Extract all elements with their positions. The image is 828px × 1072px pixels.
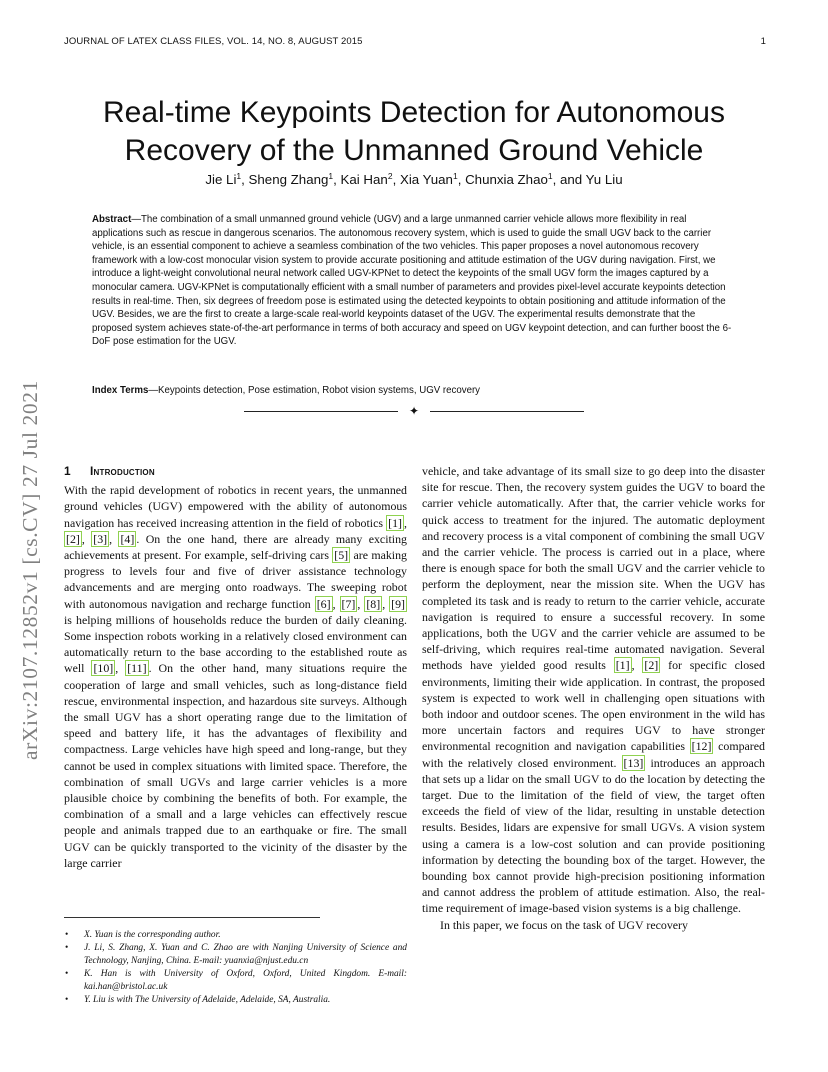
author-name: Yu Liu <box>585 172 623 187</box>
index-terms <box>92 384 736 398</box>
author-affiliation-mark: 1 <box>452 171 458 181</box>
citation-link[interactable]: [3] <box>93 531 108 546</box>
page-number: 1 <box>760 36 766 47</box>
intro-paragraph-2 <box>422 463 765 917</box>
citation-link[interactable]: [9] <box>391 596 405 611</box>
intro-paragraph-1 <box>64 482 407 871</box>
author-name: Kai Han <box>340 172 388 187</box>
section-separator <box>244 404 584 418</box>
author-separator: , <box>457 172 466 187</box>
citation-link[interactable]: [4] <box>120 531 135 546</box>
citation-link[interactable]: [10] <box>93 661 114 676</box>
bullet-icon: • <box>65 930 69 940</box>
footnote-text: X. Yuan is the corresponding author. <box>84 930 221 940</box>
citation-link[interactable]: [2] <box>66 531 80 546</box>
body-text: is helping millions of households reduce the burden of daily cleaning. Some inspection robots working in a relatively closed environment can automatically return to the base according to the established route as well <box>64 612 407 676</box>
author-separator: , <box>241 172 249 187</box>
citation-link[interactable]: [13] <box>623 755 644 770</box>
body-text: compared with the relatively closed environment. <box>422 739 765 770</box>
footnote-item <box>64 929 407 941</box>
footnote-item <box>64 942 407 967</box>
citation-link[interactable]: [11] <box>127 661 147 676</box>
index-terms-text: —Keypoints detection, Pose estimation, Robot vision systems, UGV recovery <box>148 385 481 396</box>
abstract-text: —The combination of a small unmanned ground vehicle (UGV) and a large unmanned carrier vehicle allows more flexibility in real applications such as rescue in dangerous scenarios. The autonomous recovery system, which is used to guide the small UGV back to the carrier vehicle, is an essential component to achieve a seamless combination of the two vehicles. This paper proposes a novel autonomous recovery framework with a low-cost monocular vision system to provide accurate positioning and attitude estimation of the UGV during navigation. First, we introduce a light-weight convolutional neural network called UGV-KPNet to detect the keypoints of the small UGV form the images captured by a monocular camera. UGV-KPNet is computationally efficient with a small number of parameters and provides pixel-level accurate keypoints detection results in real-time. Then, six degrees of freedom pose is estimated using the detected keypoints to obtain positioning and attitude information of the UGV. Besides, we are the first to create a large-scale real-world keypoints dataset of the UGV. The experimental results demonstrate that the proposed system achieves state-of-the-art performance in terms of both accuracy and speed on UGV keypoint detection, and can further boost the 6-DoF pose estimation for the UGV. <box>92 214 732 348</box>
intro-paragraph-3: In this paper, we focus on the task of UGV recovery <box>440 917 688 932</box>
body-text: , <box>81 531 92 546</box>
body-text: introduces an approach that sets up a lidar on the small UGV to do the location by detecting the target. Due to the limitation of the field of view, the target often exceeds the field of view of the lidar, resulting in unstable detection results. Besides, lidars are expensive for small UGVs. A vision system using a camera is a low-cost solution and can provide positioning information by detecting the bounding box of the target. However, the bounding box cannot provide high-precision positioning information and cannot address the problem of attitude estimation. Also, the real-time requirement of image-based vision systems is a big challenge. <box>422 755 766 916</box>
separator-star-icon: ✦ <box>408 404 420 418</box>
author-separator: , and <box>552 172 586 187</box>
body-text: for specific closed environments, limiting their wide application. In contrast, the proposed system is expected to work well in challenging open situations with both indoor and outdoor scenes. The open environment in the wild has more uncertain factors and requires UGV to have stronger environmental recognition and navigation capabilities <box>422 658 765 754</box>
author-affiliation-mark: 2 <box>387 171 393 181</box>
bullet-icon: • <box>65 943 69 954</box>
citation-link[interactable]: [12] <box>691 739 712 754</box>
citation-link[interactable]: [1] <box>615 658 630 673</box>
footnote-text: Y. Liu is with The University of Adelaide, Adelaide, SA, Australia. <box>84 995 331 1006</box>
citation-link[interactable]: [7] <box>341 596 356 611</box>
paper-title: Real-time Keypoints Detection for Autonomous Recovery of the Unmanned Ground Vehicle <box>103 96 725 168</box>
author-name: Chunxia Zhao <box>465 172 548 187</box>
body-text: With the rapid development of robotics in recent years, the unmanned ground vehicles (UGV) empowered with the ability of autonomous navigation has received increasing attention in the field of robotics <box>64 483 407 530</box>
right-column <box>422 463 765 933</box>
footnote-list <box>64 929 407 1007</box>
body-text: , <box>109 531 119 546</box>
author-name: Sheng Zhang <box>248 172 329 187</box>
citation-link[interactable]: [5] <box>334 548 349 563</box>
author-name: Jie Li <box>205 172 237 187</box>
body-text: , <box>382 596 390 611</box>
citation-link[interactable]: [1] <box>388 515 403 530</box>
author-name: Xia Yuan <box>399 172 453 187</box>
body-text: . On the other hand, many situations require the cooperation of large and small vehicles, such as long-distance field rescue, environmental inspection, and hazardous site surveys. Although the small UGV has a short operating range due to the limitation of speed and battery life, it has the advantages of flexibility and compactness. Large vehicles have high speed and long-range, but they cannot be used in complex situations with limited space. Therefore, the combination of small UGVs and large carrier vehicles is a more plausible choice by combining the benefits of both. For example, the combination of a small and a large vehicles can effectively rescue people and animals trapped due to an earthquake or fire. The small UGV can be quickly transported to the vicinity of the disaster by the large carrier <box>64 661 407 870</box>
bullet-icon: • <box>65 995 69 1006</box>
body-text: vehicle, and take advantage of its small size to go deep into the disaster site for rescue. Then, the recovery system guides the UGV to board the carrier vehicle automatically. After that, the carrier vehicle works for quick access to treatment for the injured. The automatic deployment and recovery process is a vital component of combining the small UGV and the carrier vehicle. The process is carried out in a place, where there is enough space for both the small UGV and the carrier vehicle to perform the deployment, near the mission site. When the UGV has completed its task and is ready to return to the carrier vehicle, accurate navigation is required to ensure a successful recovery. In some applications, both the UGV and the carrier vehicle are assumed to be self-driving, which requires real-time automated navigation. Several methods have yielded good results <box>422 464 765 673</box>
body-text: are making progress to levels four and five of driver assistance technology advancements and are merging onto roadways. The sweeping robot with autonomous navigation and recharge function <box>64 548 407 611</box>
citation-link[interactable]: [6] <box>316 596 331 611</box>
author-separator: , <box>333 172 341 187</box>
footnote-text: J. Li, S. Zhang, X. Yuan and C. Zhao are with Nanjing University of Science and Technology, Nanjing, China. E-mail: yuanxia@njust.edu.cn <box>84 943 407 966</box>
body-text: , <box>332 596 340 611</box>
footnote-rule <box>64 917 320 918</box>
journal-header: JOURNAL OF LATEX CLASS FILES, VOL. 14, NO. 8, AUGUST 2015 <box>64 36 363 47</box>
author-affiliation-mark: 1 <box>328 171 334 181</box>
body-text: , <box>404 515 407 530</box>
body-text: . On the one hand, there are already many exciting achievements at present. For example, self-driving cars <box>64 531 407 563</box>
citation-link[interactable]: [2] <box>644 658 659 673</box>
section-heading <box>64 463 407 479</box>
author-affiliation-mark: 1 <box>547 171 553 181</box>
abstract <box>92 213 736 349</box>
author-list <box>60 171 768 187</box>
body-text: , <box>631 658 643 673</box>
body-text: , <box>115 661 126 676</box>
separator-line-right <box>430 411 584 412</box>
author-separator: , <box>392 172 400 187</box>
footnote-item <box>64 994 407 1006</box>
citation-link[interactable]: [8] <box>366 596 381 611</box>
bullet-icon: • <box>65 969 69 980</box>
index-terms-label: Index Terms <box>92 385 149 396</box>
separator-line-left <box>244 411 398 412</box>
running-head <box>64 36 766 50</box>
footnote-item <box>64 968 407 993</box>
section-number: 1 <box>64 464 71 478</box>
author-affiliation-mark: 1 <box>236 171 242 181</box>
body-text: , <box>357 596 365 611</box>
left-column <box>64 463 407 871</box>
abstract-label: Abstract <box>92 214 132 225</box>
footnote-text: K. Han is with University of Oxford, Oxford, United Kingdom. E-mail: kai.han@bristol.ac.uk <box>84 969 407 992</box>
section-title: Introduction <box>90 464 155 478</box>
arxiv-stamp: arXiv:2107.12852v1 [cs.CV] 27 Jul 2021 <box>18 380 42 760</box>
